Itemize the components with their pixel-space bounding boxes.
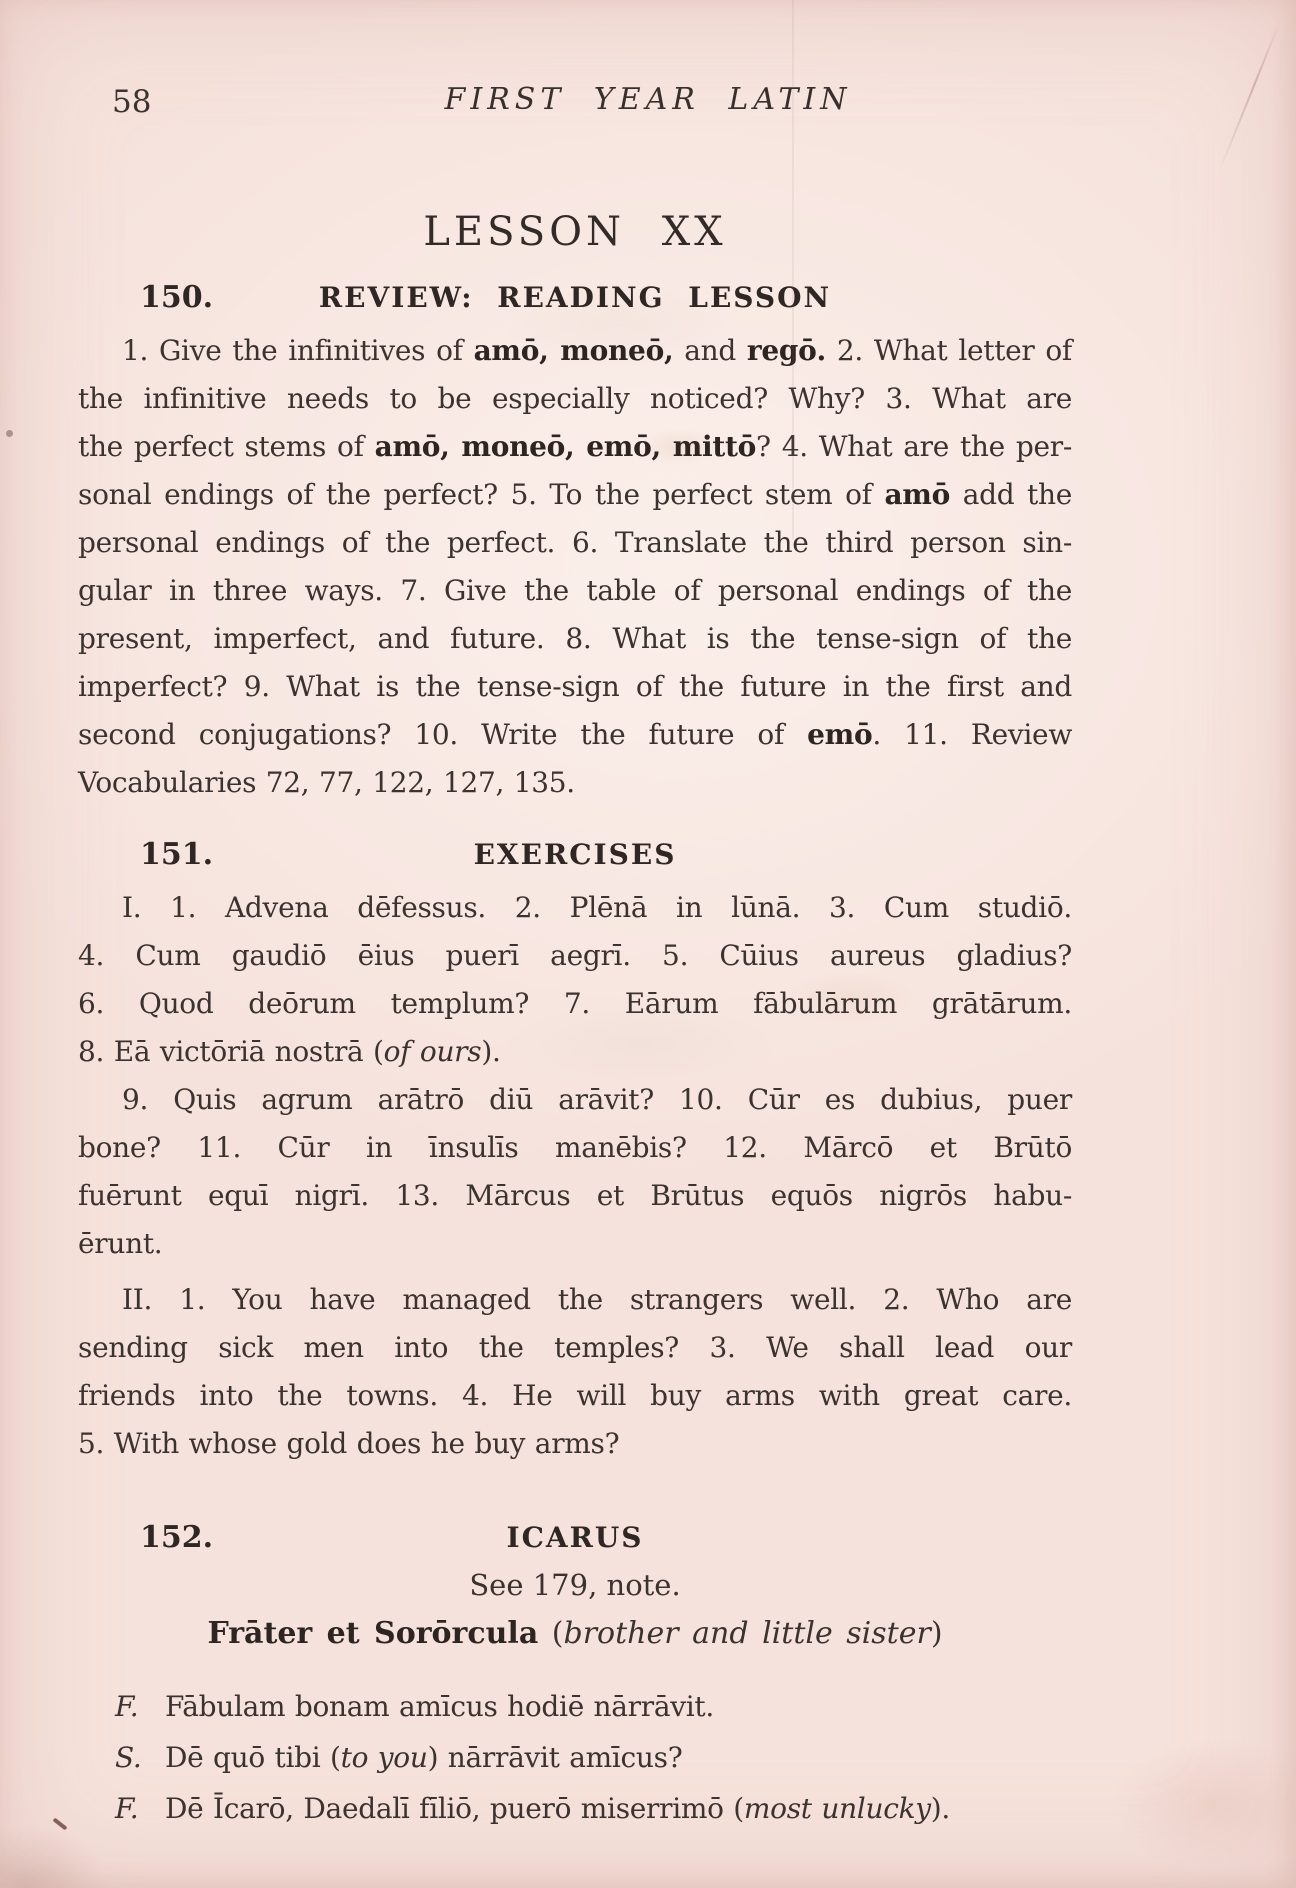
section-151-number: 151. — [140, 837, 214, 872]
dialogue-line — [115, 1681, 1109, 1732]
text-run: of ours — [383, 1035, 482, 1068]
text-run: Dē quō tibi ( — [165, 1741, 341, 1774]
text-run: Dē Īcarō, Daedalī fīliō, puerō miserrimō ( — [165, 1792, 744, 1825]
text-line — [78, 1172, 1072, 1220]
text-run: ) — [930, 1616, 943, 1651]
text-line — [78, 1324, 1072, 1372]
page-number: 58 — [112, 84, 152, 120]
text-run: 6. Quod deōrum templum? 7. Eārum fābulārum grātārum. — [78, 987, 1072, 1020]
text-run: imperfect? 9. What is the tense-sign of the future in the first and — [78, 670, 1072, 703]
text-line — [78, 980, 1072, 1028]
text-run: ). — [481, 1035, 501, 1068]
text-run: regō. — [746, 334, 826, 367]
text-run: sending sick men into the temples? 3. We shall lead our — [78, 1331, 1072, 1364]
section-151-heading-text: EXERCISES — [473, 838, 677, 871]
text-run: amō, moneō, emō, mittō — [374, 430, 757, 463]
see-note: See 179, note. — [469, 1568, 681, 1602]
section-151-heading — [78, 837, 1072, 873]
text-run: most unlucky — [743, 1792, 931, 1825]
dialogue-block — [78, 1681, 1109, 1834]
text-run: I. 1. Advena dēfessus. 2. Plēnā in lūnā. 3. Cum studiō. — [122, 891, 1072, 924]
paper-speck — [6, 430, 13, 437]
text-run: amō — [884, 478, 950, 511]
text-line — [78, 1124, 1072, 1172]
text-run: sonal endings of the perfect? 5. To the perfect stem of — [78, 478, 885, 511]
section-152-heading-text: ICARUS — [506, 1521, 644, 1554]
text-run: 9. Quis agrum arātrō diū arāvit? 10. Cūr es dubius, puer — [122, 1083, 1072, 1116]
text-run: fuērunt equī nigrī. 13. Mārcus et Brūtus equōs nigrōs habu- — [78, 1179, 1072, 1212]
dialogue-text — [165, 1792, 950, 1825]
text-line — [78, 759, 1072, 807]
text-line — [78, 663, 1072, 711]
text-run: Frāter et Sorōrcula — [207, 1616, 539, 1651]
text-line — [78, 1420, 1072, 1468]
text-run: and — [673, 334, 747, 367]
text-run: 4. Cum gaudiō ēius puerī aegrī. 5. Cūius aureus gladius? — [78, 939, 1072, 972]
text-run: personal endings of the perfect. 6. Translate the third person sin- — [78, 526, 1072, 559]
section-152-number: 152. — [140, 1520, 214, 1555]
text-run: brother and little sister — [563, 1616, 931, 1651]
text-line — [78, 1276, 1072, 1324]
text-run: emō — [807, 718, 873, 751]
text-run: bone? 11. Cūr in īnsulīs manēbis? 12. Mārcō et Brūtō — [78, 1131, 1072, 1164]
exercise-part-1 — [78, 884, 1072, 1268]
text-run: II. 1. You have managed the strangers well. 2. Who are — [122, 1283, 1072, 1316]
text-line — [78, 932, 1072, 980]
text-run: present, imperfect, and future. 8. What is the tense-sign of the — [78, 622, 1072, 655]
text-line — [78, 471, 1072, 519]
text-run: ( — [538, 1616, 564, 1651]
text-run: friends into the towns. 4. He will buy arms with great care. — [78, 1379, 1072, 1412]
text-run: add the — [949, 478, 1072, 511]
section-152-heading — [78, 1520, 1072, 1556]
text-run: . 11. Review — [872, 718, 1072, 751]
text-run: amō, moneō, — [473, 334, 674, 367]
text-run: 1. Give the infinitives of — [122, 334, 474, 367]
text-line — [78, 375, 1072, 423]
speaker-label: S. — [115, 1741, 142, 1774]
text-run: ). — [930, 1792, 950, 1825]
text-line — [78, 1220, 1072, 1268]
paper-crease-mark — [792, 0, 794, 540]
text-line — [78, 615, 1072, 663]
text-line — [78, 567, 1072, 615]
story-subtitle — [78, 1616, 1072, 1652]
dialogue-line — [115, 1732, 1109, 1783]
text-run: ? 4. What are the per- — [756, 430, 1072, 463]
text-run: 8. Eā victōriā nostrā ( — [78, 1035, 384, 1068]
section-150-paragraph — [78, 327, 1072, 807]
dialogue-text — [165, 1741, 682, 1774]
paper-speck — [52, 1817, 67, 1830]
text-line — [78, 1076, 1072, 1124]
text-run: 5. With whose gold does he buy arms? — [78, 1427, 620, 1460]
exercise-part-2 — [78, 1276, 1072, 1468]
text-line — [78, 1028, 1072, 1076]
text-run: the infinitive needs to be especially noticed? Why? 3. What are — [78, 382, 1072, 415]
text-run: 2. What letter of — [826, 334, 1072, 367]
text-run: Fābulam bonam amīcus hodiē nārrāvit. — [165, 1690, 714, 1723]
section-150-heading — [78, 280, 1072, 316]
running-head: FIRST YEAR LATIN — [444, 82, 852, 117]
lesson-title: LESSON XX — [423, 209, 727, 255]
text-run: the perfect stems of — [78, 430, 375, 463]
dialogue-text — [165, 1690, 714, 1723]
dialogue-line — [115, 1783, 1109, 1834]
text-line — [78, 1372, 1072, 1420]
text-run: ) nārrāvit amīcus? — [427, 1741, 683, 1774]
section-150-heading-text: REVIEW: READING LESSON — [318, 281, 832, 314]
text-run: to you — [340, 1741, 428, 1774]
text-line — [78, 711, 1072, 759]
text-run: Vocabularies 72, 77, 122, 127, 135. — [78, 766, 575, 799]
speaker-label: F. — [115, 1792, 139, 1825]
text-run: ērunt. — [78, 1227, 163, 1260]
text-line — [78, 327, 1072, 375]
text-run: gular in three ways. 7. Give the table of personal endings of the — [78, 574, 1072, 607]
text-run: second conjugations? 10. Write the future of — [78, 718, 808, 751]
text-line — [78, 884, 1072, 932]
text-line — [78, 519, 1072, 567]
speaker-label: F. — [115, 1690, 139, 1723]
text-line — [78, 423, 1072, 471]
section-150-number: 150. — [140, 280, 214, 315]
